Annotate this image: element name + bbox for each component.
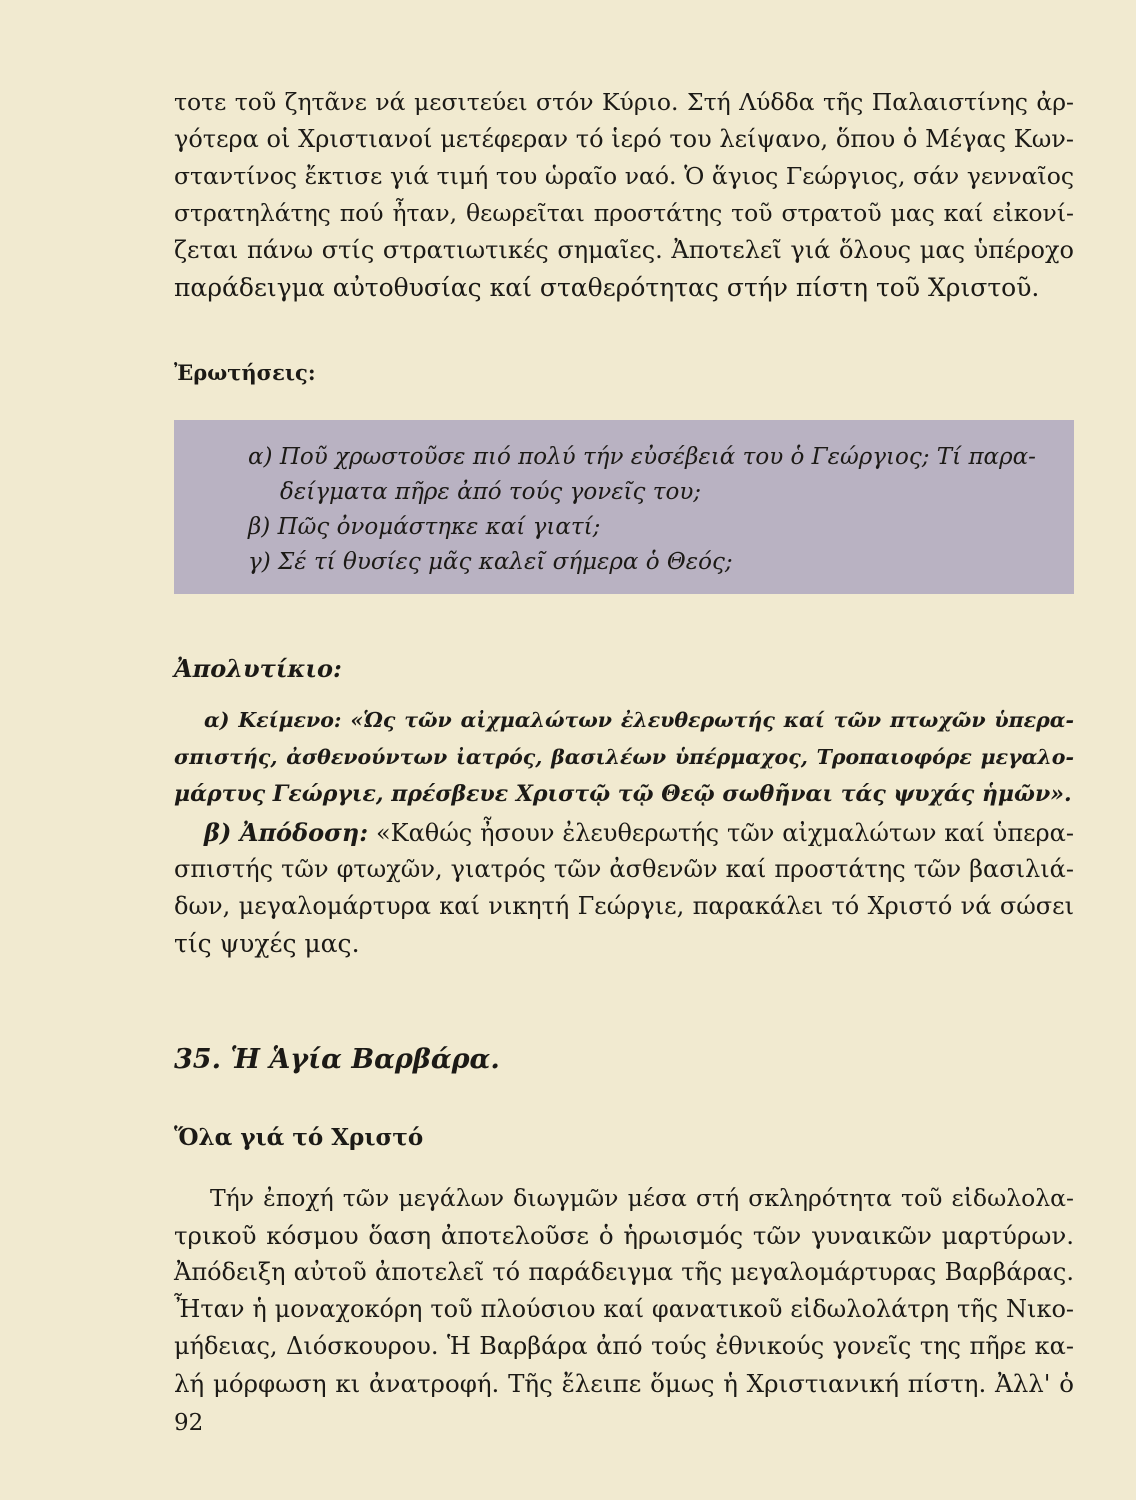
text-content: «Ὡς τῶν αἰχμαλώτων ἐλευθερωτής καί τῶν πτωχῶν ὑπερα- [350,708,1074,732]
text-line: Ἦταν ἡ μοναχοκόρη τοῦ πλούσιου καί φανατικοῦ εἰδωλολάτρη τῆς Νικο- [174,1295,1074,1323]
section-title: 35. Ἡ Ἁγία Βαρβάρα. [174,1044,500,1075]
section-subtitle: Ὅλα γιά τό Χριστό [174,1124,424,1151]
question-line: α) Ποῦ χρωστοῦσε πιό πολύ τήν εὐσέβειά του ὁ Γεώργιος; Τί παρα- [248,444,1036,470]
text-line: λή μόρφωση κι ἀνατροφή. Τῆς ἔλειπε ὅμως ἡ Χριστιανική πίστη. Ἀλλ' ὁ [174,1369,1074,1398]
intro-paragraph [174,84,1074,306]
questions-box [174,420,1074,594]
apolytikio-line: μάρτυς Γεώργιε, πρέσβευε Χριστῷ τῷ Θεῷ σωθῆναι τάς ψυχάς ἡμῶν». [174,781,1072,807]
apolytikio-rendering [174,814,1074,962]
text-line: γότερα οἱ Χριστιανοί μετέφεραν τό ἱερό του λείψανο, ὅπου ὁ Μέγας Κων- [174,125,1074,153]
text-line: ζεται πάνω στίς στρατιωτικές σημαῖες. Ἀποτελεῖ γιά ὅλους μας ὑπέροχο [174,236,1074,264]
text-line: στρατηλάτης πού ἦταν, θεωρεῖται προστάτης τοῦ στρατοῦ μας καί εἰκονί- [174,199,1074,227]
page-number: 92 [174,1410,204,1436]
apolytikio-line [174,702,1074,739]
rendering-label: β) Ἀπόδοση: [204,818,369,847]
text-line: παράδειγμα αὐτοθυσίας καί σταθερότητας στήν πίστη τοῦ Χριστοῦ. [174,273,1040,302]
text-line: μήδειας, Διόσκουρου. Ἡ Βαρβάρα ἀπό τούς ἐθνικούς γονεῖς της πῆρε κα- [174,1332,1074,1360]
question-line: β) Πῶς ὀνομάστηκε καί γιατί; [248,514,601,540]
question-line: δείγματα πῆρε ἀπό τούς γονεῖς του; [280,479,702,505]
text-label: α) Κείμενο: [204,708,342,732]
rendering-content: «Καθώς ἦσουν ἐλευθερωτής τῶν αἰχμαλώτων καί ὑπερα- [375,819,1074,847]
rendering-line: σπιστής τῶν φτωχῶν, γιατρός τῶν ἀσθενῶν καί προστάτης τῶν βασιλιά- [174,855,1074,883]
apolytikio-line: σπιστής, ἀσθενούντων ἰατρός, βασιλέων ὑπέρμαχος, Τροπαιοφόρε μεγαλο- [174,745,1074,769]
questions-heading: Ἐρωτήσεις: [174,360,316,385]
text-line: Τήν ἐποχή τῶν μεγάλων διωγμῶν μέσα στή σκληρότητα τοῦ εἰδωλολα- [210,1184,1074,1212]
apolytikio-text [174,702,1074,813]
rendering-line: δων, μεγαλομάρτυρα καί νικητή Γεώργιε, παρακάλει τό Χριστό νά σώσει [174,892,1074,920]
text-line: σταντίνος ἔκτισε γιά τιμή του ὡραῖο ναό. Ὁ ἅγιος Γεώργιος, σάν γενναῖος [174,162,1074,190]
rendering-line [174,814,1074,851]
apolytikio-heading: Ἀπολυτίκιο: [174,654,342,683]
text-line: τρικοῦ κόσμου ὅαση ἀποτελοῦσε ὁ ἡρωισμός τῶν γυναικῶν μαρτύρων. [174,1221,1074,1250]
text-line: τοτε τοῦ ζητᾶνε νά μεσιτεύει στόν Κύριο. Στή Λύδδα τῆς Παλαιστίνης ἀρ- [174,88,1074,116]
question-line: γ) Σέ τί θυσίες μᾶς καλεῖ σήμερα ὁ Θεός; [248,549,733,575]
text-line: Ἀπόδειξη αὐτοῦ ἀποτελεῖ τό παράδειγμα τῆς μεγαλομάρτυρας Βαρβάρας. [174,1258,1074,1286]
section-paragraph [174,1180,1074,1402]
rendering-line: τίς ψυχές μας. [174,929,360,958]
